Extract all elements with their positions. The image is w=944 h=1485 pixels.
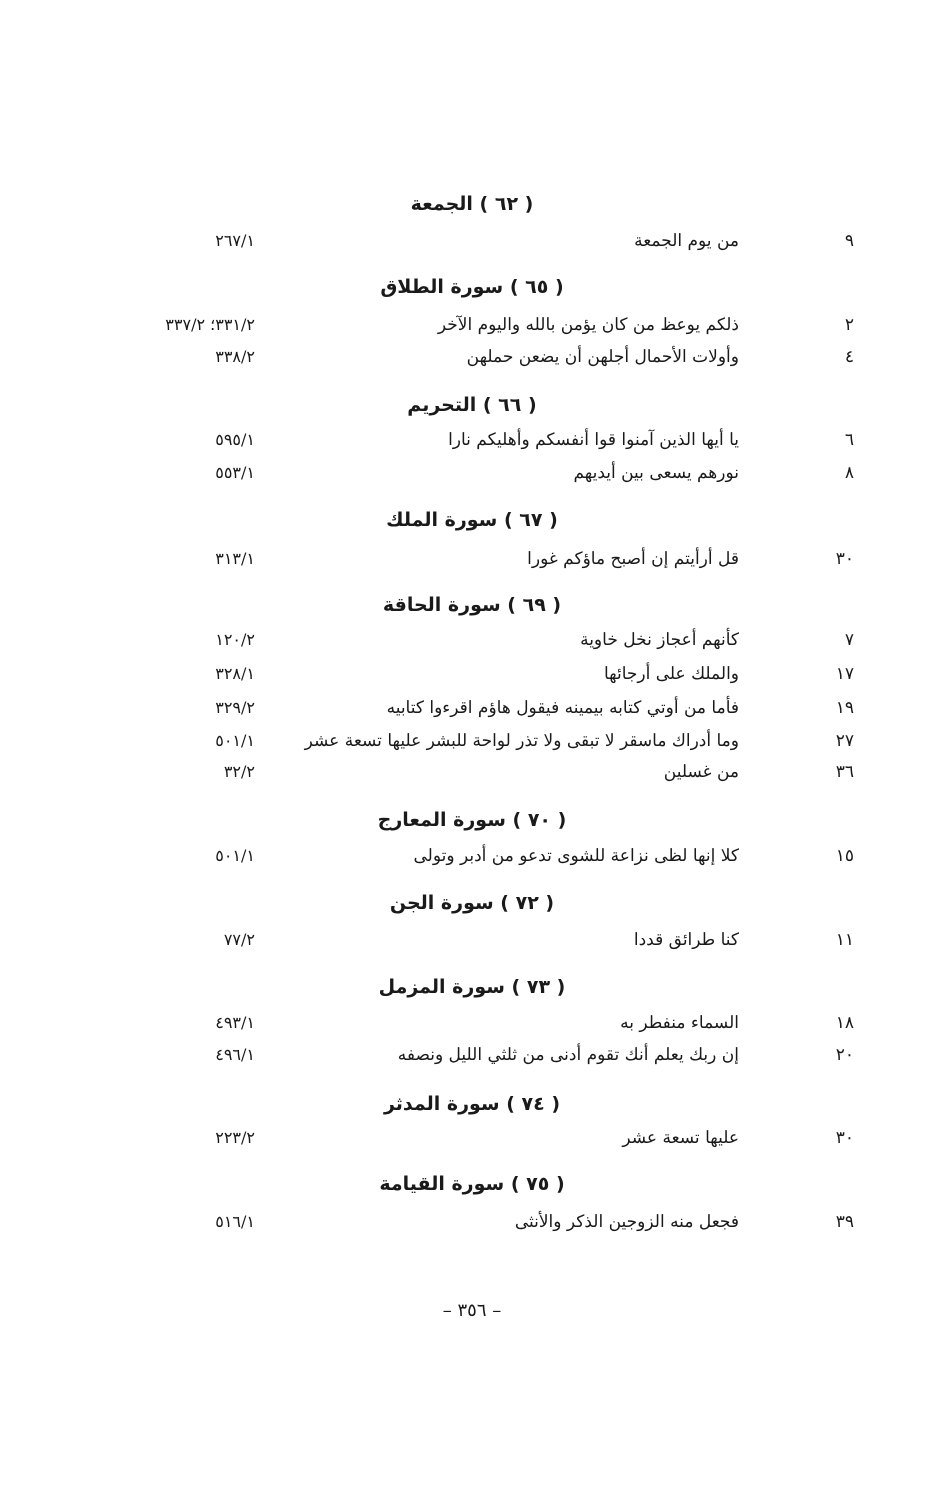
page-reference: ٣٢٩/٢ [215, 698, 255, 717]
verse-text: والملك على أرجائها [603, 664, 739, 684]
verse-number: ٣٦ [835, 762, 854, 782]
verse-row [0, 463, 944, 497]
verse-number: ١٧ [835, 664, 854, 684]
verse-text: نورهم يسعى بين أيديهم [573, 463, 739, 483]
surah-heading: ( ٦٢ ) الجمعة [410, 193, 534, 215]
verse-number: ١٥ [835, 846, 854, 866]
verse-row [0, 762, 944, 796]
verse-number: ٣٩ [835, 1212, 854, 1232]
page-reference: ٣١٣/١ [215, 549, 255, 568]
verse-text: من يوم الجمعة [634, 231, 739, 251]
verse-number: ٢٠ [835, 1045, 854, 1065]
surah-heading: ( ٦٧ ) سورة الملك [386, 509, 558, 531]
verse-text: وأولات الأحمال أجلهن أن يضعن حملهن [466, 347, 739, 367]
page-reference: ٥٠١/١ [215, 731, 255, 750]
verse-text: قل أرأيتم إن أصبح ماؤكم غورا [527, 549, 739, 569]
verse-text: من غسلين [663, 762, 739, 782]
surah-heading: ( ٧٥ ) سورة القيامة [379, 1173, 565, 1195]
surah-heading: ( ٧٠ ) سورة المعارج [377, 809, 567, 831]
page-reference: ٥٥٣/١ [215, 463, 255, 482]
verse-text: فجعل منه الزوجين الذكر والأنثى [514, 1212, 739, 1232]
verse-row [0, 731, 944, 765]
page-reference: ٤٩٦/١ [215, 1045, 255, 1064]
verse-row [0, 430, 944, 464]
verse-text: كلا إنها لظى نزاعة للشوى تدعو من أدبر وتولى [413, 846, 739, 866]
surah-heading: ( ٧٢ ) سورة الجن [389, 892, 555, 914]
verse-row [0, 664, 944, 698]
page-reference: ٧٧/٢ [223, 930, 255, 949]
verse-row [0, 1013, 944, 1047]
verse-row [0, 846, 944, 880]
verse-row [0, 930, 944, 964]
surah-heading: ( ٦٩ ) سورة الحاقة [382, 594, 562, 616]
verse-number: ٤ [844, 347, 854, 367]
page-reference: ٢٢٣/٢ [215, 1128, 255, 1147]
verse-row [0, 347, 944, 381]
verse-text: فأما من أوتي كتابه بيمينه فيقول هاؤم اقرءوا كتابيه [386, 698, 739, 718]
verse-number: ٨ [844, 463, 854, 483]
verse-number: ١٩ [835, 698, 854, 718]
verse-number: ٣٠ [835, 1128, 854, 1148]
page-reference: ٥٩٥/١ [215, 430, 255, 449]
verse-text: إن ربك يعلم أنك تقوم أدنى من ثلثي الليل ونصفه [397, 1045, 739, 1065]
verse-row [0, 231, 944, 265]
page-reference: ١٢٠/٢ [215, 630, 255, 649]
verse-number: ١٨ [835, 1013, 854, 1033]
verse-text: السماء منفطر به [620, 1013, 739, 1033]
page-reference: ٥٠١/١ [215, 846, 255, 865]
page-reference: ٥١٦/١ [215, 1212, 255, 1231]
verse-text: كأنهم أعجاز نخل خاوية [580, 630, 739, 650]
verse-number: ٧ [844, 630, 854, 650]
verse-row [0, 1045, 944, 1079]
verse-text: كنا طرائق قددا [633, 930, 739, 950]
verse-number: ٢٧ [835, 731, 854, 751]
surah-heading: ( ٦٦ ) التحريم [407, 394, 537, 416]
verse-row [0, 630, 944, 664]
page-number: – ٣٥٦ – [442, 1300, 502, 1321]
surah-heading: ( ٧٣ ) سورة المزمل [378, 976, 566, 998]
verse-row [0, 315, 944, 349]
page-reference: ٤٩٣/١ [215, 1013, 255, 1032]
page-reference: ٣٢/٢ [223, 762, 255, 781]
page-reference: ٢٦٧/١ [215, 231, 255, 250]
page-reference: ٣٢٨/١ [215, 664, 255, 683]
verse-row [0, 1212, 944, 1246]
verse-text: عليها تسعة عشر [622, 1128, 739, 1148]
verse-number: ٣٠ [835, 549, 854, 569]
verse-number: ٢ [844, 315, 854, 335]
page-reference: ٣٣٨/٢ [215, 347, 255, 366]
verse-row [0, 698, 944, 732]
verse-text: ذلكم يوعظ من كان يؤمن بالله واليوم الآخر [437, 315, 739, 335]
verse-text: وما أدراك ماسقر لا تبقى ولا تذر لواحة للبشر عليها تسعة عشر [304, 731, 739, 751]
page-reference: ٣٣١/٢؛ ٣٣٧/٢ [165, 315, 255, 334]
verse-number: ٩ [844, 231, 854, 251]
verse-text: يا أيها الذين آمنوا قوا أنفسكم وأهليكم نارا [448, 430, 739, 450]
verse-number: ٦ [844, 430, 854, 450]
verse-number: ١١ [835, 930, 854, 950]
surah-heading: ( ٦٥ ) سورة الطلاق [380, 276, 564, 298]
verse-row [0, 549, 944, 583]
verse-row [0, 1128, 944, 1162]
surah-heading: ( ٧٤ ) سورة المدثر [383, 1093, 561, 1115]
